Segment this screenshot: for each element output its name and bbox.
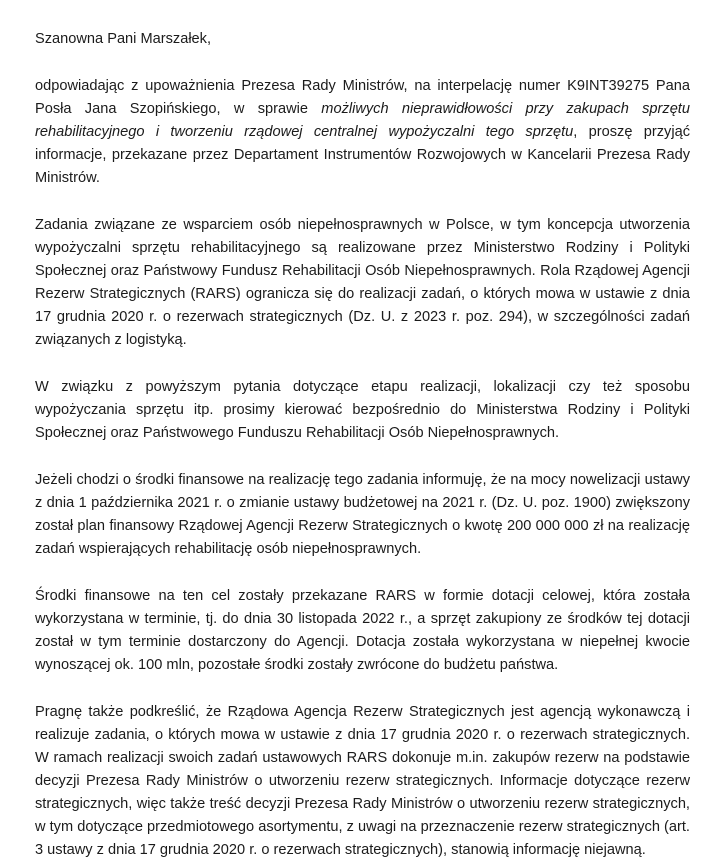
text-segment: odpowiadając z upoważnienia Prezesa Rady Ministrów, na interpelację numer K9INT39275 Pana Posła Jana Szopińskiego, w sprawie — [35, 78, 690, 117]
text-segment: Jeżeli chodzi o środki finansowe na realizację tego zadania informuję, że na mocy nowelizacji ustawy z dnia 1 października 2021 r. o zmianie ustawy budżetowej na 2021 r. (Dz. U. poz. 1900) zwiększony został plan finansowy Rządowej Agencji Rezerw Strategicznych o kwotę 200 000 000 zł na realizację zadań wspierających rehabilitację osób niepełnosprawnych. — [35, 472, 690, 557]
paragraph — [35, 701, 690, 862]
italic-text-segment: możliwych nieprawidłowości przy zakupach sprzętu rehabilitacyjnego i tworzeniu rządowej centralnej wypożyczalni tego sprzętu — [35, 101, 690, 140]
text-segment: Pragnę także podkreślić, że Rządowa Agencja Rezerw Strategicznych jest agencją wykonawczą i realizuje zadania, o których mowa w ustawie z dnia 17 grudnia 2020 r. o rezerwach strategicznych. W ramach realizacji swoich zadań ustawowych RARS dokonuje m.in. zakupów rezerw na podstawie decyzji Prezesa Rady Ministrów o utworzeniu rezerw strategicznych. Informacje dotyczące rezerw strategicznych, więc także treść decyzji Prezesa Rady Ministrów o utworzeniu rezerw strategicznych, w tym dotyczące przedmiotowego asortymentu, z uwagi na przeznaczenie rezerw strategicznych (art. 3 ustawy z dnia 17 grudnia 2020 r. o rezerwach strategicznych), stanowią informację niejawną. — [35, 704, 690, 858]
text-segment: W związku z powyższym pytania dotyczące etapu realizacji, lokalizacji czy też sposobu wypożyczania sprzętu itp. prosimy kierować bezpośrednio do Ministerstwa Rodziny i Polityki Społecznej oraz Państwowego Funduszu Rehabilitacji Osób Niepełnosprawnych. — [35, 379, 690, 441]
letter-body — [35, 75, 690, 862]
paragraph — [35, 376, 690, 445]
text-segment: , proszę przyjąć informacje, przekazane przez Departament Instrumentów Rozwojowych w Kancelarii Prezesa Rady Ministrów. — [35, 124, 690, 186]
paragraph — [35, 469, 690, 561]
text-segment: Środki finansowe na ten cel zostały przekazane RARS w formie dotacji celowej, która została wykorzystana w terminie, tj. do dnia 30 listopada 2022 r., a sprzęt zakupiony ze środków tej dotacji został w tym terminie dostarczony do Agencji. Dotacja została wykorzystana w niepełnej kwocie wynoszącej ok. 100 mln, pozostałe środki zostały zwrócone do budżetu państwa. — [35, 588, 690, 673]
text-segment: Zadania związane ze wsparciem osób niepełnosprawnych w Polsce, w tym koncepcja utworzenia wypożyczalni sprzętu rehabilitacyjnego są realizowane przez Ministerstwo Rodziny i Polityki Społecznej oraz Państwowy Fundusz Rehabilitacji Osób Niepełnosprawnych. Rola Rządowej Agencji Rezerw Strategicznych (RARS) ogranicza się do realizacji zadań, o których mowa w ustawie z dnia 17 grudnia 2020 r. o rezerwach strategicznych (Dz. U. z 2023 r. poz. 294), w szczególności zadań związanych z logistyką. — [35, 217, 690, 348]
paragraph — [35, 214, 690, 352]
paragraph — [35, 585, 690, 677]
paragraph — [35, 75, 690, 190]
salutation: Szanowna Pani Marszałek, — [35, 31, 212, 47]
